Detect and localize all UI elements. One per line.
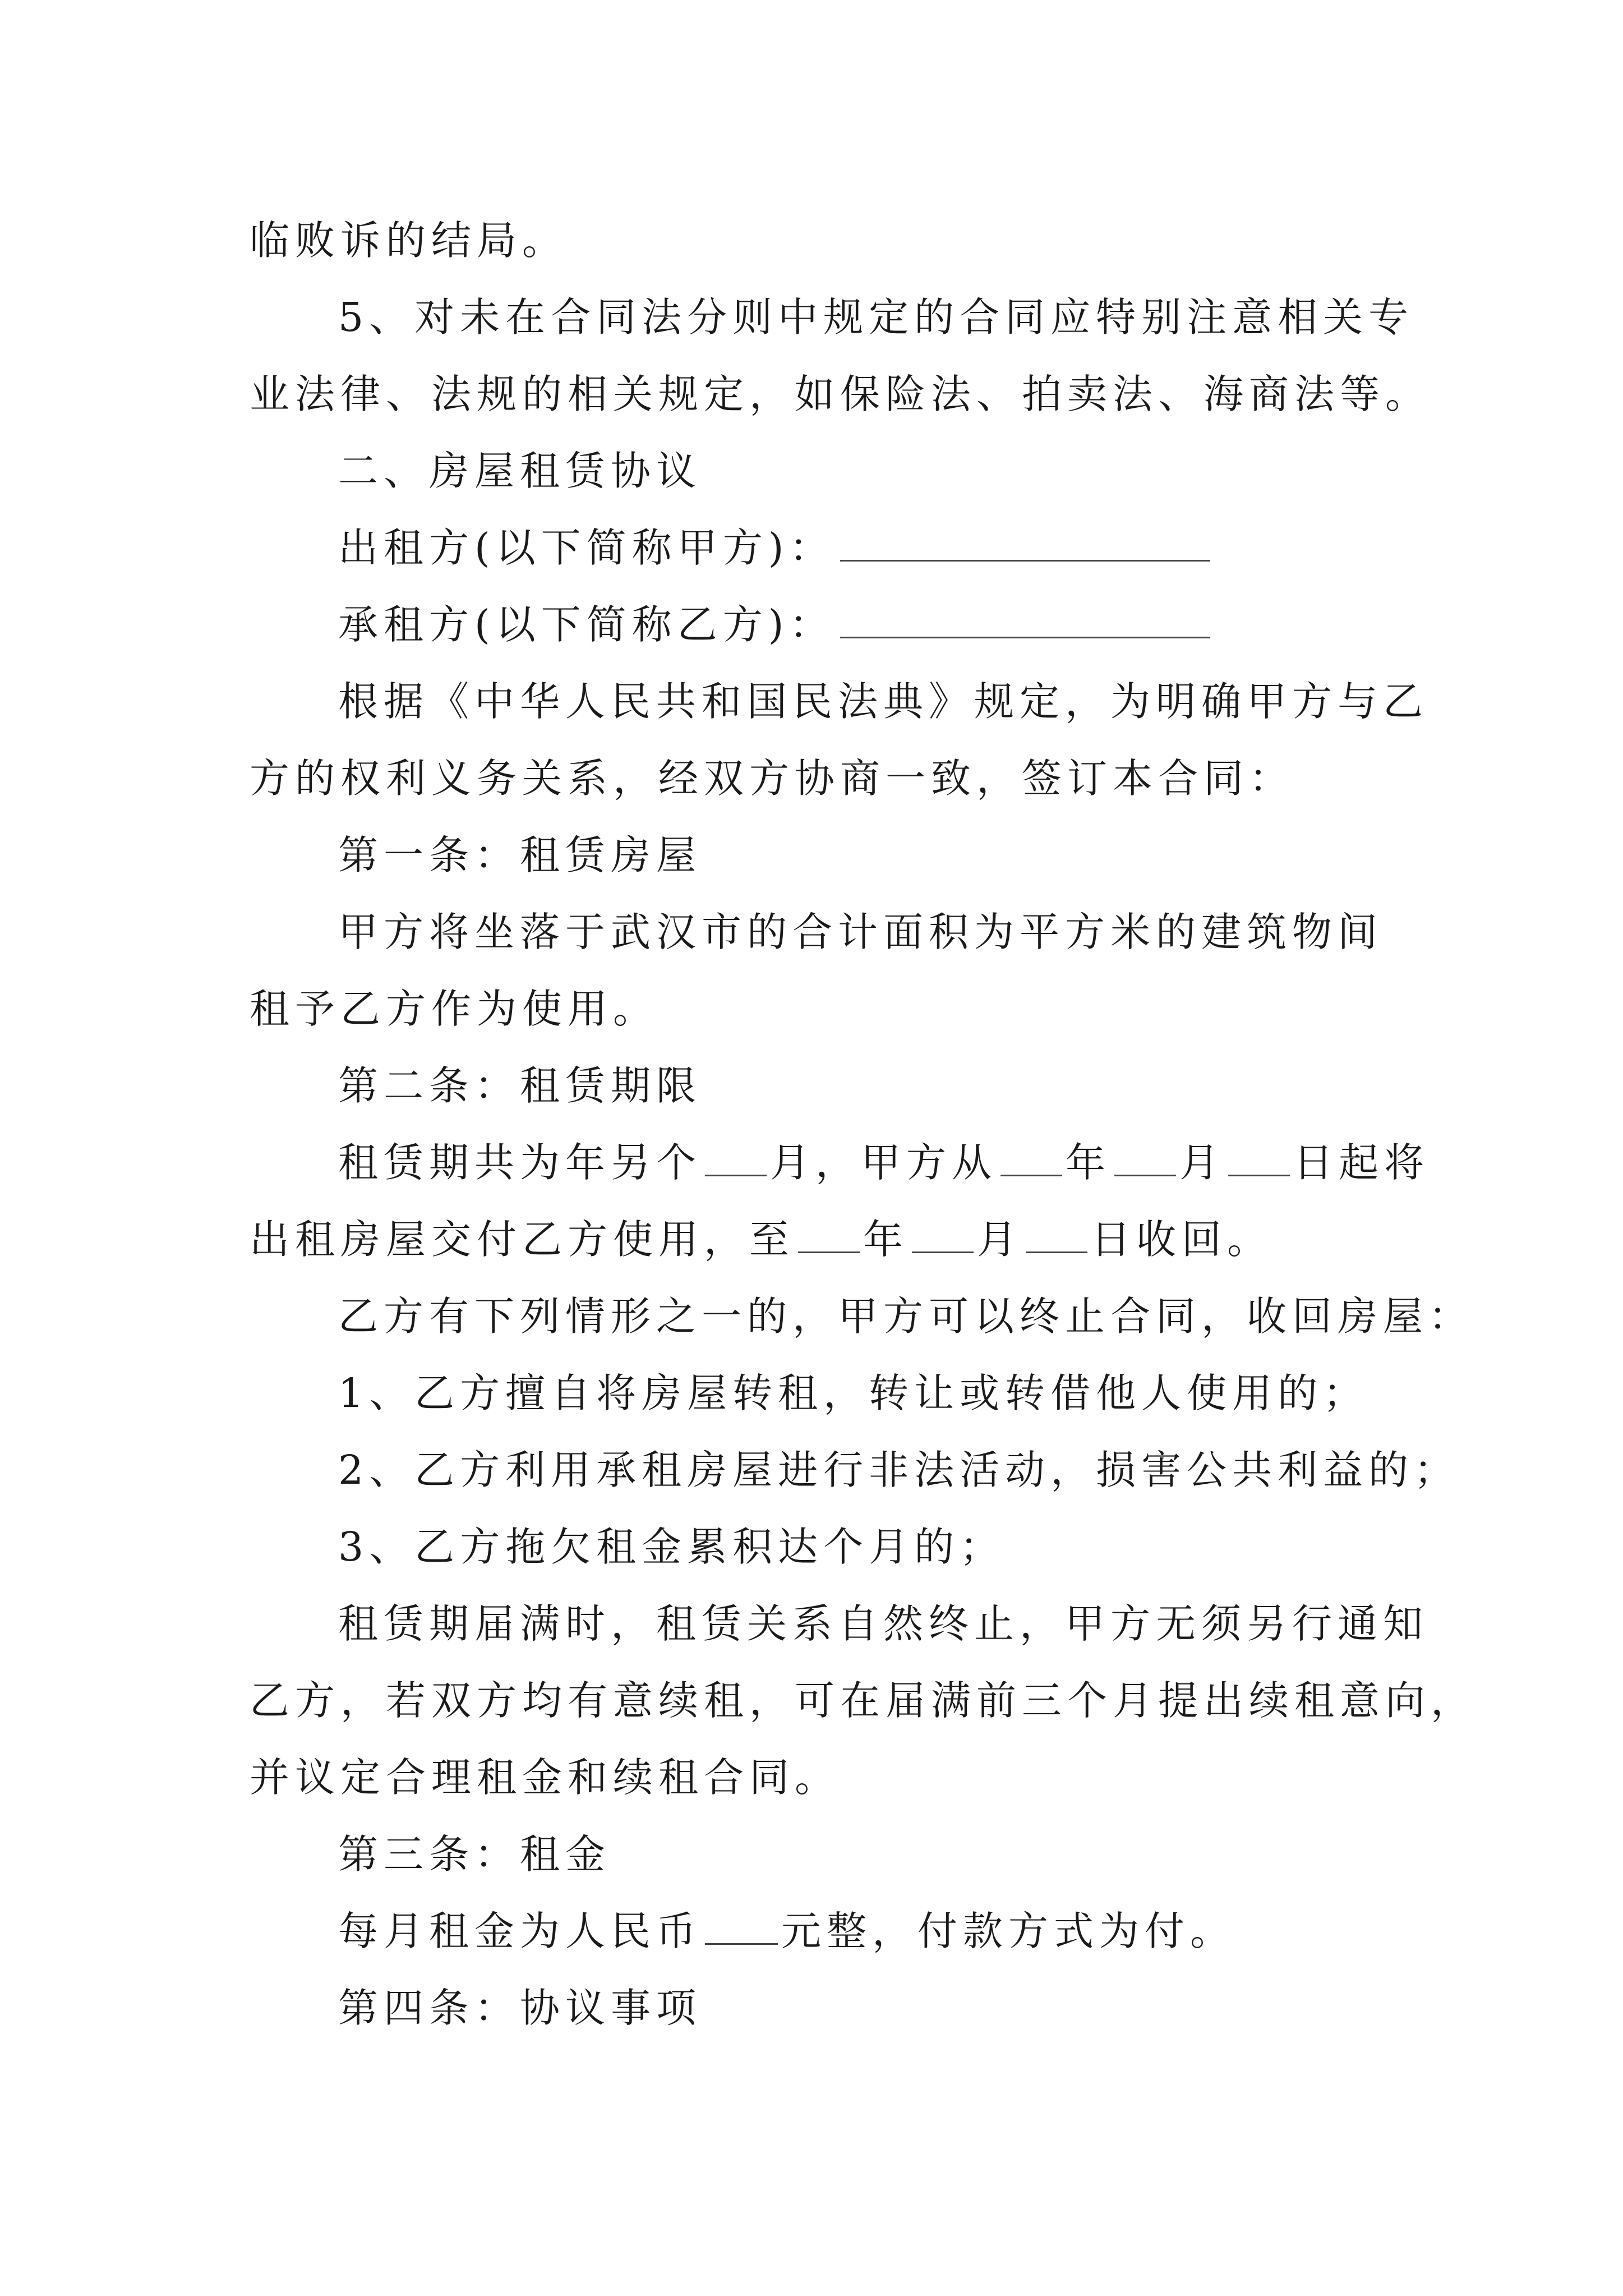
lessor-blank <box>840 526 1210 562</box>
start-month-blank <box>1114 1141 1176 1176</box>
lessor-label: 出租方(以下简称甲方)： <box>338 524 835 571</box>
lease-term-text: 月，甲方从 <box>770 1139 998 1186</box>
end-day-blank <box>1026 1218 1087 1253</box>
paragraph-line: 根据《中华人民共和国民法典》规定，为明确甲方与乙 <box>338 678 1429 725</box>
lease-term-line <box>250 1201 1410 1278</box>
months-blank <box>705 1141 767 1176</box>
list-item: 2、乙方利用承租房屋进行非法活动，损害公共利益的； <box>338 1447 1460 1493</box>
document-body <box>250 202 1477 2046</box>
article-heading: 第一条：租赁房屋 <box>338 832 702 878</box>
lessor-line <box>250 509 1410 586</box>
paragraph-line: 并议定合理租金和续租合同。 <box>250 1754 841 1801</box>
paragraph-line: 临败诉的结局。 <box>250 217 568 264</box>
article-heading: 第二条：租赁期限 <box>338 1062 702 1109</box>
paragraph-line: 乙方，若双方均有意续租，可在届满前三个月提出续租意向， <box>250 1677 1477 1724</box>
paragraph-line: 租赁期届满时，租赁关系自然终止，甲方无须另行通知 <box>338 1600 1429 1647</box>
paragraph-line: 业法律、法规的相关规定，如保险法、拍卖法、海商法等。 <box>250 371 1431 417</box>
lease-term-text: 月 <box>1179 1139 1225 1186</box>
rent-amount-blank <box>705 1910 778 1945</box>
lease-term-text: 日起将 <box>1293 1139 1430 1186</box>
lease-term-line <box>250 1124 1430 1201</box>
lease-term-text: 年 <box>863 1216 909 1263</box>
start-day-blank <box>1228 1141 1290 1176</box>
rent-text: 每月租金为人民币 <box>338 1908 702 1954</box>
lease-term-text: 出租房屋交付乙方使用，至 <box>250 1216 795 1263</box>
rent-line <box>250 1893 1410 1970</box>
start-year-blank <box>1000 1141 1062 1176</box>
article-heading: 第四条：协议事项 <box>338 1985 702 2031</box>
lessee-label: 承租方(以下简称乙方)： <box>338 601 835 648</box>
paragraph-line: 方的权利义务关系，经双方协商一致，签订本合同： <box>250 755 1295 802</box>
paragraph-line: 5、对未在合同法分则中规定的合同应特别注意相关专 <box>338 294 1414 341</box>
end-year-blank <box>798 1218 860 1253</box>
lease-term-text: 年 <box>1066 1139 1112 1186</box>
list-item: 3、乙方拖欠租金累积达个月的； <box>338 1524 1006 1570</box>
lessee-blank <box>840 603 1210 638</box>
article-heading: 第三条：租金 <box>338 1831 611 1878</box>
lease-term-text: 月 <box>977 1216 1023 1263</box>
paragraph-line: 乙方有下列情形之一的，甲方可以终止合同，收回房屋： <box>338 1293 1474 1340</box>
paragraph-line: 租予乙方作为使用。 <box>250 986 659 1032</box>
section-heading: 二、房屋租赁协议 <box>338 448 702 494</box>
lessee-line <box>250 586 1410 663</box>
lease-term-text: 租赁期共为年另个 <box>338 1139 702 1186</box>
rent-text: 元整，付款方式为付。 <box>781 1908 1236 1954</box>
end-month-blank <box>912 1218 974 1253</box>
list-item: 1、乙方擅自将房屋转租，转让或转借他人使用的； <box>338 1370 1369 1416</box>
paragraph-line: 甲方将坐落于武汉市的合计面积为平方米的建筑物间 <box>338 909 1384 955</box>
lease-term-text: 日收回。 <box>1091 1216 1273 1263</box>
